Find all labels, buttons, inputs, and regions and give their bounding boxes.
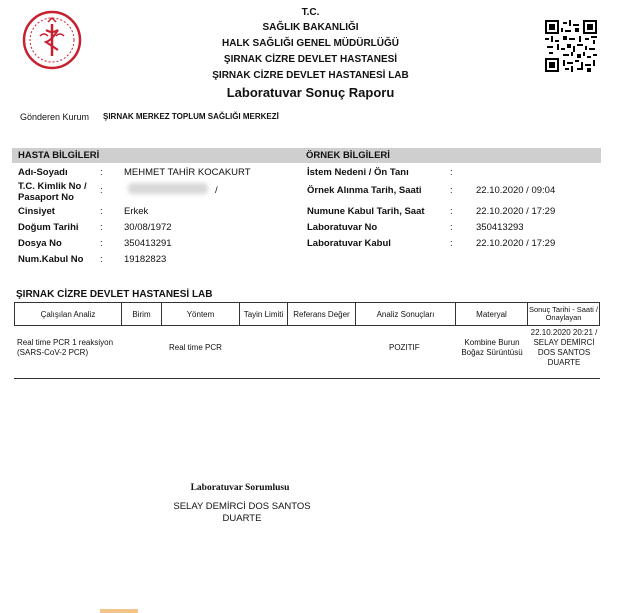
sample-accept-label: Numune Kabul Tarih, Saat xyxy=(307,206,425,217)
colon: : xyxy=(450,167,453,178)
file-no-value: 350413291 xyxy=(124,238,172,249)
section-header-band xyxy=(12,148,601,163)
lab-section-title: ŞIRNAK CİZRE DEVLET HASTANESİ LAB xyxy=(16,289,213,300)
lab-accept-value: 22.10.2020 / 17:29 xyxy=(476,238,556,249)
lab-no-label: Laboratuvar No xyxy=(307,222,378,233)
result-value: POZITIF xyxy=(389,343,420,352)
col-method: Yöntem xyxy=(161,303,239,325)
sample-taken-value: 22.10.2020 / 09:04 xyxy=(476,185,556,196)
responsible-name-line2: DUARTE xyxy=(222,513,262,524)
result-method: Real time PCR xyxy=(169,343,222,352)
col-result-date: Sonuç Tarihi - Saati / Onaylayan xyxy=(527,303,599,325)
header-ministry: SAĞLIK BAKANLIĞI xyxy=(262,22,359,33)
sender-value: ŞIRNAK MERKEZ TOPLUM SAĞLIĞI MERKEZİ xyxy=(103,112,279,121)
header-tc: T.C. xyxy=(301,7,320,18)
responsible-label: Laboratuvar Sorumlusu xyxy=(190,483,290,493)
colon: : xyxy=(450,206,453,217)
patient-id-label-line1: T.C. Kimlik No / xyxy=(18,181,87,192)
col-analysis: Çalışılan Analiz xyxy=(40,309,96,319)
colon: : xyxy=(450,185,453,196)
colon: : xyxy=(100,222,103,233)
header-lab: ŞIRNAK CİZRE DEVLET HASTANESİ LAB xyxy=(212,70,409,81)
col-reference: Referans Değer xyxy=(287,303,355,325)
birth-date-value: 30/08/1972 xyxy=(124,222,172,233)
lab-no-value: 350413293 xyxy=(476,222,524,233)
header-directorate: HALK SAĞLIĞI GENEL MÜDÜRLÜĞÜ xyxy=(221,38,400,49)
result-analysis-line1: Real time PCR 1 reaksiyon xyxy=(17,338,114,347)
sample-accept-value: 22.10.2020 / 17:29 xyxy=(476,206,556,217)
bottom-accent xyxy=(100,609,138,613)
birth-date-label: Doğum Tarihi xyxy=(18,222,79,233)
results-table-header xyxy=(14,302,600,326)
col-result: Analiz Sonuçları xyxy=(355,303,455,325)
header-hospital: ŞIRNAK CİZRE DEVLET HASTANESİ xyxy=(223,54,398,65)
result-analysis-line2: (SARS-CoV-2 PCR) xyxy=(17,348,89,357)
col-unit: Birim xyxy=(121,303,161,325)
acceptance-no-value: 19182823 xyxy=(124,254,167,265)
patient-info-heading: HASTA BİLGİLERİ xyxy=(18,150,100,161)
sample-taken-label: Örnek Alınma Tarih, Saati xyxy=(307,185,422,196)
acceptance-no-label: Num.Kabul No xyxy=(18,254,84,265)
result-approval-line1: 22.10.2020 20:21 / xyxy=(530,328,598,337)
col-limit: Tayin Limiti xyxy=(239,303,287,325)
result-approval-line2: SELAY DEMİRCİ xyxy=(533,338,595,347)
patient-name-value: MEHMET TAHİR KOCAKURT xyxy=(124,167,251,178)
result-material-line2: Boğaz Sürüntüsü xyxy=(461,348,523,357)
patient-name-label: Adı-Soyadı xyxy=(18,167,68,178)
colon: : xyxy=(450,238,453,249)
sample-info-heading: ÖRNEK BİLGİLERİ xyxy=(306,150,390,161)
col-material: Materyal xyxy=(455,303,527,325)
result-approval-line4: DUARTE xyxy=(547,358,581,367)
colon: : xyxy=(450,222,453,233)
gender-label: Cinsiyet xyxy=(18,206,55,217)
report-title: Laboratuvar Sonuç Raporu xyxy=(226,85,395,100)
request-reason-label: İstem Nedeni / Ön Tanı xyxy=(307,167,409,178)
responsible-name-line1: SELAY DEMİRCİ DOS SANTOS xyxy=(173,501,311,512)
redacted-id xyxy=(128,183,208,194)
colon: : xyxy=(100,254,103,265)
colon: : xyxy=(100,206,103,217)
file-no-label: Dosya No xyxy=(18,238,62,249)
result-material-line1: Kombine Burun xyxy=(464,338,520,347)
colon: : xyxy=(100,185,103,196)
colon: : xyxy=(100,238,103,249)
lab-accept-label: Laboratuvar Kabul xyxy=(307,238,391,249)
sender-label: Gönderen Kurum xyxy=(20,112,90,122)
table-bottom-rule xyxy=(14,378,600,379)
colon: : xyxy=(100,167,103,178)
result-approval-line3: DOS SANTOS xyxy=(537,348,591,357)
patient-id-value: / xyxy=(215,185,218,196)
gender-value: Erkek xyxy=(124,206,149,217)
patient-id-label-line2: Pasaport No xyxy=(18,192,74,203)
